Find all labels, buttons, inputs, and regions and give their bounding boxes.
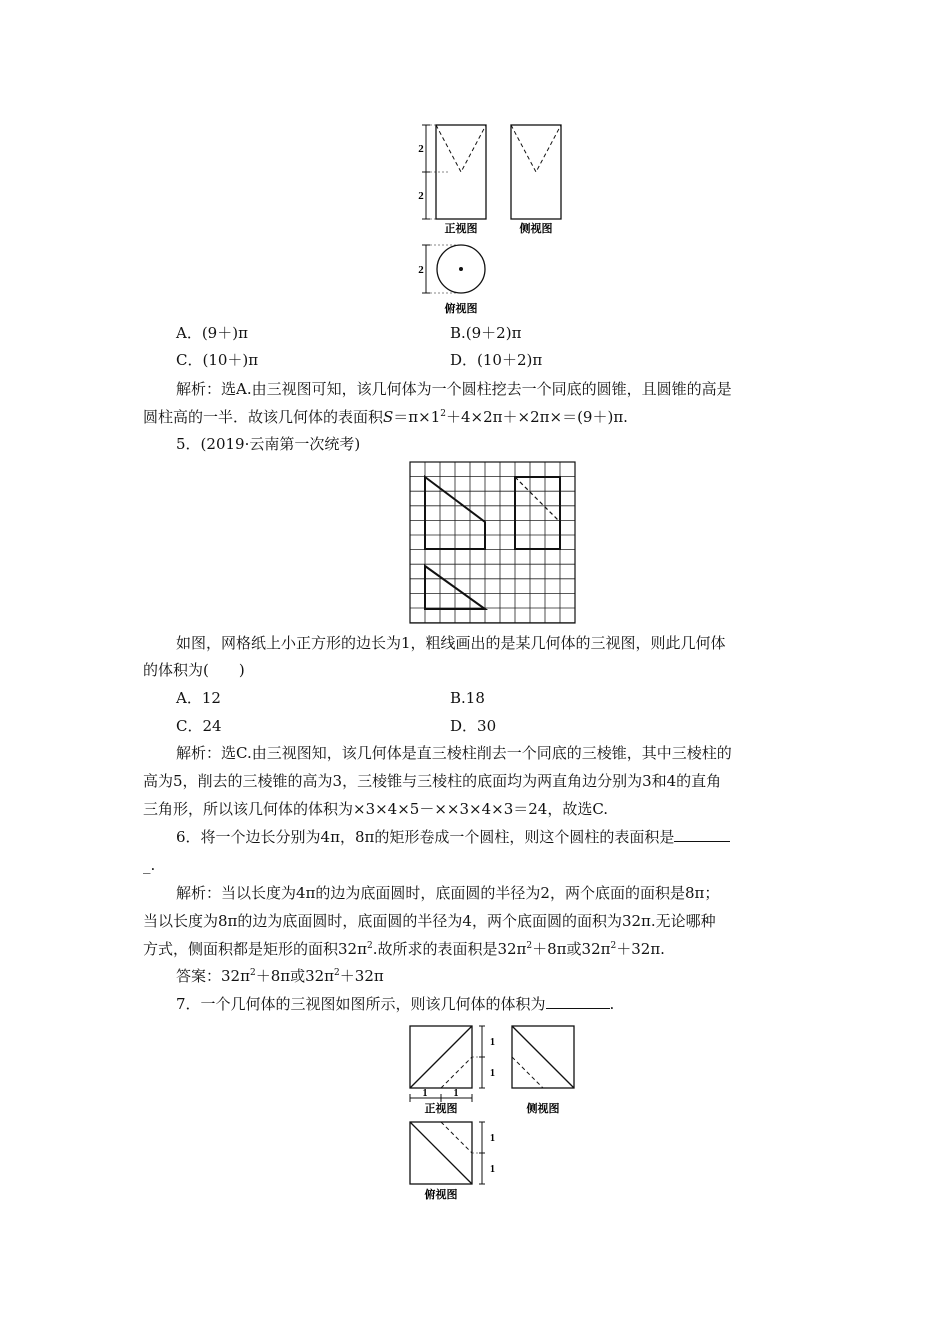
q4-side-view-cone-dashed	[511, 125, 561, 172]
q4-dim-bottom: 2	[418, 190, 424, 202]
q7-answer-blank	[546, 994, 610, 1009]
q4-front-view-cone-dashed	[436, 125, 486, 172]
q4-three-view-figure	[410, 118, 590, 318]
q4-dim-top: 2	[418, 143, 424, 155]
q7-stem: 7．一个几何体的三视图如图所示，则该几何体的体积为 .	[176, 995, 615, 1013]
q6-answer-blank	[674, 827, 730, 842]
q6-stem-line-1: 6．将一个边长分别为4π，8π的矩形卷成一个圆柱，则这个圆柱的表面积是	[176, 827, 730, 847]
q5-option-c: C．24	[176, 717, 222, 735]
q4-side-view-label: 侧视图	[519, 223, 553, 235]
q7-side-view-diagonal	[512, 1026, 574, 1088]
q4-option-d: D．(10＋2)π	[450, 351, 543, 369]
q5-analysis-line-1: 解析：选C.由三视图知，该几何体是直三棱柱削去一个同底的三棱锥，其中三棱柱的	[176, 744, 732, 762]
q7-front-view-label: 正视图	[424, 1103, 458, 1115]
q4-analysis-line-2: 圆柱高的一半．故该几何体的表面积$S=\pi\times 1^2+4\times 2\pi+\times 2\pi\times=(9+)\pi$.	[143, 408, 628, 426]
q4-option-c: C．(10＋)π	[176, 351, 259, 369]
q5-option-d: D．30	[450, 717, 497, 735]
q4-top-view-label: 俯视图	[444, 303, 478, 315]
q7-top-view-dashed	[441, 1122, 472, 1153]
q7-dim-top-right-top: 1	[490, 1133, 495, 1144]
q4-analysis-line-1: 解析：选A.由三视图可知，该几何体为一个圆柱挖去一个同底的圆锥，且圆锥的高是	[176, 380, 732, 398]
q7-front-view-dashed	[441, 1057, 472, 1088]
q5-option-a: A．12	[176, 689, 221, 707]
q7-three-view-figure	[402, 1022, 602, 1202]
q7-dim-top-right-bottom: 1	[490, 1164, 495, 1175]
q7-dim-front-bottom-right: 1	[453, 1088, 459, 1099]
q5-analysis-line-2: 高为5，削去的三棱锥的高为3，三棱锥与三棱柱的底面均为两直角边分别为3和4的直角	[143, 772, 722, 790]
q5-grid-three-view-figure	[408, 460, 578, 626]
q7-top-view-diagonal	[410, 1122, 472, 1184]
q4-front-view-label: 正视图	[444, 223, 478, 235]
q4-dim-circle: 2	[418, 264, 424, 276]
q5-grid-paper	[410, 462, 575, 623]
q4-top-view-center-dot	[459, 267, 463, 271]
q7-front-view-diagonal	[410, 1026, 472, 1088]
q6-analysis-line-2: 当以长度为8π的边为底面圆时，底面圆的半径为4，两个底面圆的面积为32π.无论哪种	[143, 912, 716, 930]
q6-answer: 答案：$32\pi^2+8\pi$或$32\pi^2+32\pi$	[176, 967, 384, 985]
q5-side-view-rect	[515, 477, 560, 549]
q7-side-view-label: 侧视图	[526, 1103, 560, 1115]
q7-dim-front-right-bottom: 1	[490, 1068, 495, 1079]
q4-option-b: B.(9＋2)π	[450, 324, 522, 342]
q7-dim-front-bottom-left: 1	[422, 1088, 428, 1099]
q4-option-a: A．(9＋)π	[176, 324, 248, 342]
q5-analysis-line-3: 三角形，所以该几何体的体积为×3×4×5－××3×4×3＝24，故选C.	[143, 800, 609, 818]
q5-header: 5．(2019·云南第一次统考)	[176, 435, 361, 453]
q6-analysis-line-1: 解析：当以长度为4π的边为底面圆时，底面圆的半径为2，两个底面的面积是8π；	[176, 884, 720, 902]
q5-stem-line-1: 如图，网格纸上小正方形的边长为1，粗线画出的是某几何体的三视图，则此几何体	[176, 634, 726, 652]
q5-stem-line-2: 的体积为( )	[143, 661, 245, 679]
q7-side-view-dashed	[512, 1057, 543, 1088]
q7-dim-front-right-top: 1	[490, 1037, 495, 1048]
q7-top-view-label: 俯视图	[424, 1189, 458, 1201]
q5-option-b: B.18	[450, 689, 485, 707]
q5-side-view-dashed	[515, 477, 560, 522]
q6-stem-line-2: _.	[143, 856, 156, 874]
q6-analysis-line-3: 方式，侧面积都是矩形的面积$32\pi^2$.故所求的表面积是$32\pi^2+8\pi$或$32\pi^2+32\pi$.	[143, 940, 665, 958]
